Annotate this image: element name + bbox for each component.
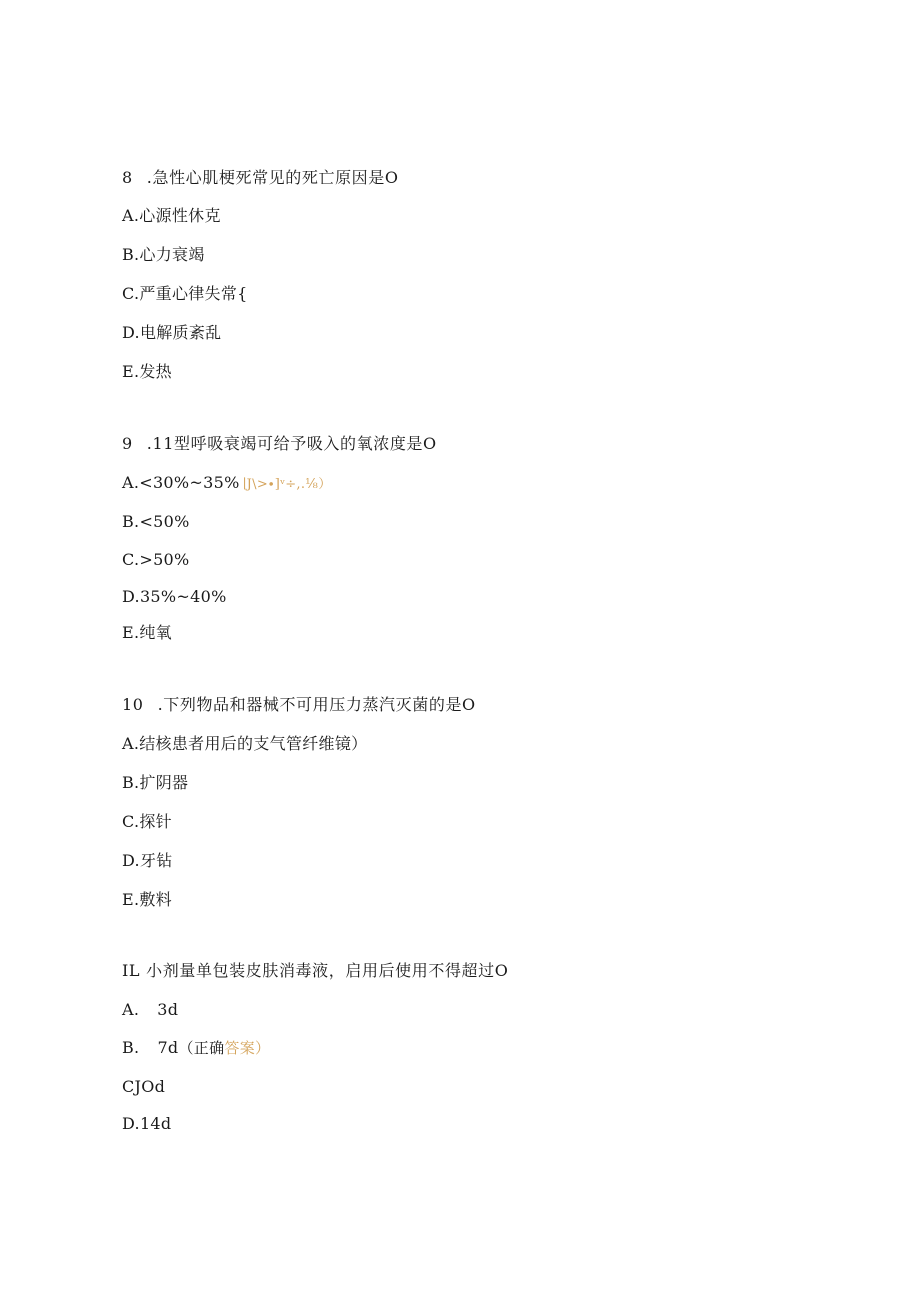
question-text: 小剂量单包装皮肤消毒液，启用后使用不得超过O [146,961,509,980]
option-11a: A. 3d [122,1000,179,1019]
option-8c: C.严重心律失常{ [122,284,248,303]
question-11-stem [122,960,508,982]
option-8d: D.电解质紊乱 [122,323,222,342]
question-text: .下列物品和器械不可用压力蒸汽灭菌的是O [157,695,476,714]
option-9a: A.<30%~35% ∣J\>∙]ᵛ÷,.⅛） [122,473,332,492]
question-9-stem [122,433,437,455]
option-11c: CJOd [122,1077,166,1096]
question-text: .急性心肌梗死常见的死亡原因是O [146,168,399,187]
option-9d: D.35%~40% [122,587,227,606]
question-number: 8 [122,168,133,187]
question-number: 10 [122,695,144,714]
option-9b: B.<50% [122,512,190,531]
option-9e: E.纯氧 [122,623,172,642]
option-10e: E.敷料 [122,890,172,909]
option-10a: A.结核患者用后的支气管纤维镜） [122,734,368,753]
option-8e: E.发热 [122,362,172,381]
option-8b: B.心力衰竭 [122,245,205,264]
option-10b: B.扩阴器 [122,773,189,792]
question-number: 9 [122,434,133,453]
answer-annotation: ∣J\>∙]ᵛ÷,.⅛） [242,477,332,492]
option-10d: D.牙钻 [122,851,173,870]
option-11b: B. 7d（正确答案） [122,1038,271,1057]
question-number: IL [122,961,141,980]
question-text: .11型呼吸衰竭可给予吸入的氧浓度是O [146,434,437,453]
question-8-stem [122,167,399,189]
answer-annotation-prefix: （正确 [178,1039,225,1057]
option-9c: C.>50% [122,550,190,569]
option-8a: A.心源性休克 [122,206,221,225]
option-11d: D.14d [122,1114,172,1133]
option-10c: C.探针 [122,812,172,831]
answer-annotation-suffix: 答案） [224,1039,271,1057]
question-10-stem [122,694,476,716]
